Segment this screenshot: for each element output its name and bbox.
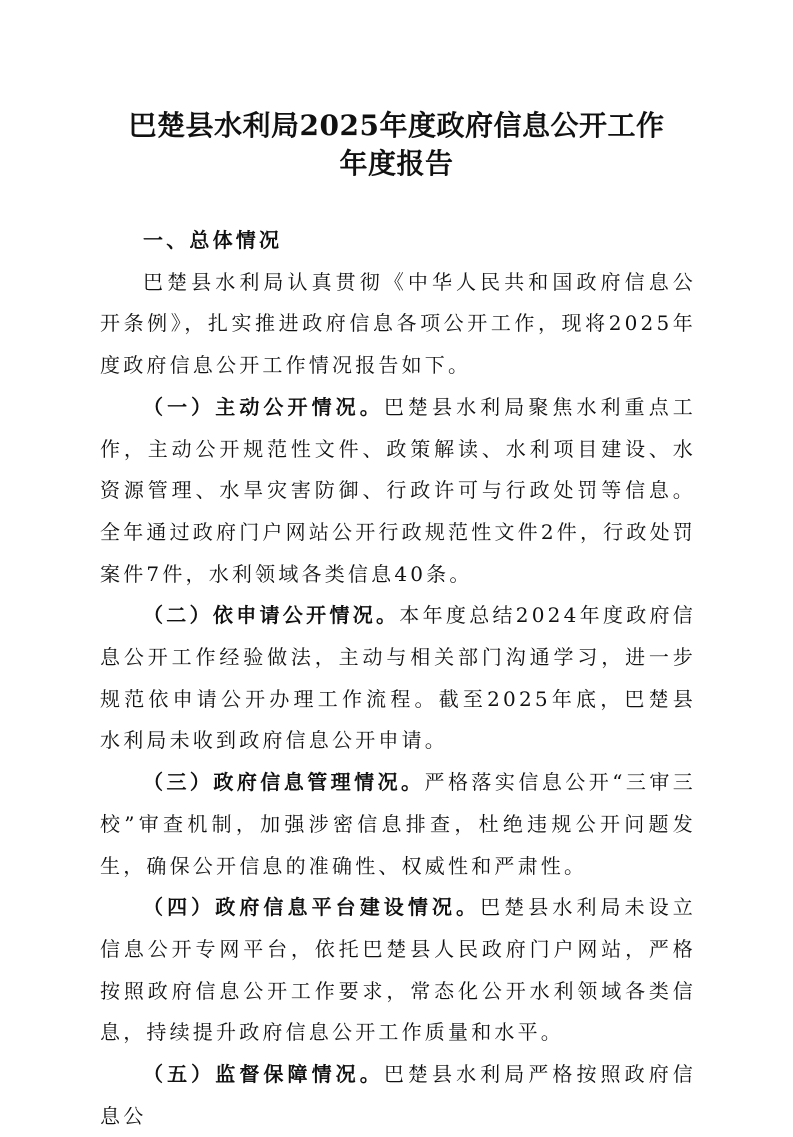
paragraph-platform-construction xyxy=(100,887,696,1054)
paragraph-information-management xyxy=(100,762,696,887)
paragraph-lead: （四）政府信息平台建设情况。 xyxy=(143,895,481,920)
paragraph-text: 巴楚县水利局严格按照政府信息公 xyxy=(100,1062,697,1128)
paragraph-supervision xyxy=(100,1054,696,1137)
paragraph-text: 巴楚县水利局聚焦水利重点工作，主动公开规范性文件、政策解读、水利项目建设、水资源管理、水旱灾害防御、行政许可与行政处罚等信息。全年通过政府门户网站公开行政规范性文件2件，行政处罚案件7件，水利领域各类信息40条。 xyxy=(100,394,697,586)
paragraph-text: 巴楚县水利局未设立信息公开专网平台，依托巴楚县人民政府门户网站，严格按照政府信息公开工作要求，常态化公开水利领域各类信息，持续提升政府信息公开工作质量和水平。 xyxy=(100,895,696,1045)
paragraph-application-disclosure xyxy=(100,595,696,762)
paragraph-lead: （二）依申请公开情况。 xyxy=(143,603,400,628)
paragraph-text: 本年度总结2024年度政府信息公开工作经验做法，主动与相关部门沟通学习，进一步规范依申请公开办理工作流程。截至2025年底，巴楚县水利局未收到政府信息公开申请。 xyxy=(100,603,696,753)
section-heading-overview: 一、总体情况 xyxy=(143,228,283,252)
paragraph-proactive-disclosure xyxy=(100,387,696,596)
document-title-line-2: 年度报告 xyxy=(339,147,454,180)
paragraph-lead: （五）监督保障情况。 xyxy=(143,1062,384,1087)
document-title-line-1: 巴楚县水利局2025年度政府信息公开工作 xyxy=(128,109,665,142)
paragraph-lead: （三）政府信息管理情况。 xyxy=(143,770,425,795)
paragraph-lead: （一）主动公开情况。 xyxy=(143,394,384,419)
paragraph-text: 严格落实信息公开“三审三校”审查机制，加强涉密信息排查，杜绝违规公开问题发生，确保公开信息的准确性、权威性和严肃性。 xyxy=(100,770,696,878)
paragraph-overview: 巴楚县水利局认真贯彻《中华人民共和国政府信息公开条例》，扎实推进政府信息各项公开工作，现将2025年度政府信息公开工作情况报告如下。 xyxy=(100,269,696,378)
document-body xyxy=(100,220,696,1137)
